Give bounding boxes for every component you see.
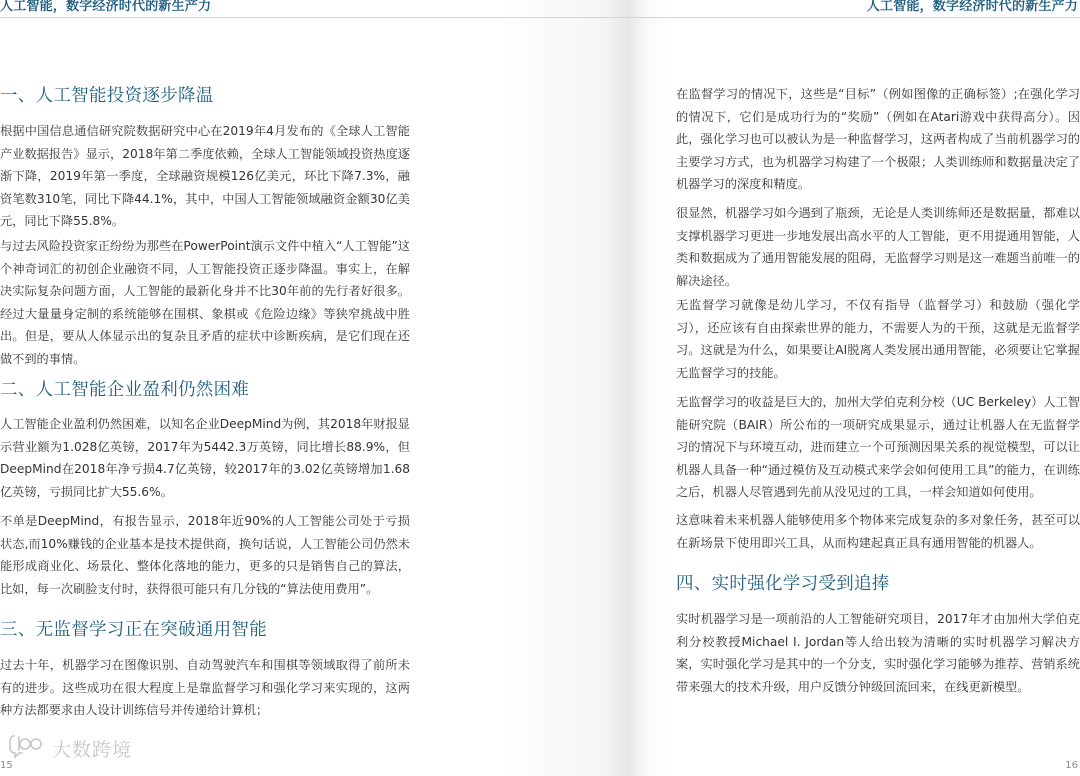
- section-heading-4: 四、实时强化学习受到追捧: [676, 574, 890, 594]
- section-heading-2: 二、人工智能企业盈利仍然困难: [0, 380, 250, 400]
- section-heading-3: 三、无监督学习正在突破通用智能: [0, 620, 267, 640]
- running-header-left: 人工智能，数字经济时代的新生产力: [0, 0, 212, 14]
- watermark: [8, 733, 132, 763]
- paragraph: 根据中国信息通信研究院数据研究中心在2019年4月发布的《全球人工智能产业数据报告》显示，2018年第二季度依赖，全球人工智能领域投资热度逐渐下降，2019年第一季度，全球融资规模126亿美元，环比下降7.3%，融资笔数310笔，同比下降44.1%，其中，中国人工智能领域融资金额30亿美元，同比下降55.8%。: [0, 124, 410, 228]
- paragraph: 在监督学习的情况下，这些是“目标”（例如图像的正确标签）;在强化学习的情况下，它们是成功行为的“奖励”（例如在Atari游戏中获得高分）。因此，强化学习也可以被认为是一种监督学习，这两者构成了当前机器学习的主要学习方式，也为机器学习构建了一个极限；人类训练师和数据量决定了机器学习的深度和精度。: [676, 87, 1080, 191]
- paragraph: 与过去风险投资家正纷纷为那些在PowerPoint演示文件中植入“人工智能”这个神奇词汇的初创企业融资不同，人工智能投资正逐步降温。事实上，在解决实际复杂问题方面，人工智能的最新化身并不比30年前的先行者好很多。经过大量量身定制的系统能够在围棋、象棋或《危险边缘》等狭窄挑战中胜出。但是，要从人体显示出的复杂且矛盾的症状中诊断疾病，是它们现在还做不到的事情。: [0, 239, 410, 366]
- paragraph: 这意味着未来机器人能够使用多个物体来完成复杂的多对象任务，甚至可以在新场景下使用即兴工具，从而构建起真正具有通用智能的机器人。: [676, 513, 1080, 550]
- paragraph: 无监督学习就像是幼儿学习，不仅有指导（监督学习）和鼓励（强化学习），还应该有自由探索世界的能力，不需要人为的干预，这就是无监督学习。这就是为什么，如果要让AI脱离人类发展出通用智能，必须要让它掌握无监督学习的技能。: [676, 298, 1080, 380]
- chat-bubble-logo-icon: [8, 733, 48, 763]
- paragraph: 很显然，机器学习如今遇到了瓶颈，无论是人类训练师还是数据量，都难以支撑机器学习更进一步地发展出高水平的人工智能，更不用提通用智能，人类和数据成为了通用智能发展的阻碍，无监督学习则是这一难题当前唯一的解决途径。: [676, 206, 1080, 288]
- book-gutter-shadow: [500, 0, 670, 776]
- paragraph: 实时机器学习是一项前沿的人工智能研究项目，2017年才由加州大学伯克利分校教授Michael I. Jordan等人给出较为清晰的实时机器学习解决方案，实时强化学习是其中的一个分支，实时强化学习能够为推荐、营销系统带来强大的技术升级，用户反馈分钟级回流回来，在线更新模型。: [676, 612, 1080, 694]
- page-number-right: 16: [1065, 760, 1078, 771]
- paragraph: 不单是DeepMind，有报告显示，2018年近90%的人工智能公司处于亏损状态,而10%赚钱的企业基本是技术提供商，换句话说，人工智能公司仍然未能形成商业化、场景化、整体化落地的能力，更多的只是销售自己的算法，比如，每一次刷脸支付时，获得很可能只有几分钱的“算法使用费用”。: [0, 514, 410, 596]
- watermark-text: 大数跨境: [52, 738, 133, 761]
- paragraph: 无监督学习的收益是巨大的，加州大学伯克利分校（UC Berkeley）人工智能研究院（BAIR）所公布的一项研究成果显示，通过让机器人在无监督学习的情况下与环境互动，进而建立一个可预测因果关系的视觉模型，可以让机器人具备一种“通过模仿及互动模式来学会如何使用工具”的能力，在训练之后，机器人尽管遇到先前从没见过的工具，一样会知道如何使用。: [676, 395, 1080, 499]
- section-heading-1: 一、人工智能投资逐步降温: [0, 86, 214, 106]
- paragraph: 人工智能企业盈利仍然困难，以知名企业DeepMind为例，其2018年财报显示营业额为1.028亿英镑，2017年为5442.3万英镑，同比增长88.9%，但DeepMind在2018年净亏损4.7亿英镑，较2017年的3.02亿英镑增加1.68亿英镑，亏损同比扩大55.6%。: [0, 417, 410, 499]
- paragraph: 过去十年，机器学习在图像识别、自动驾驶汽车和围棋等领域取得了前所未有的进步。这些成功在很大程度上是靠监督学习和强化学习来实现的，这两种方法都要求由人设计训练信号并传递给计算机；: [0, 658, 410, 717]
- page-number-left: 15: [0, 760, 13, 771]
- header-rule: [0, 17, 1080, 18]
- running-header-right: 人工智能，数字经济时代的新生产力: [866, 0, 1078, 14]
